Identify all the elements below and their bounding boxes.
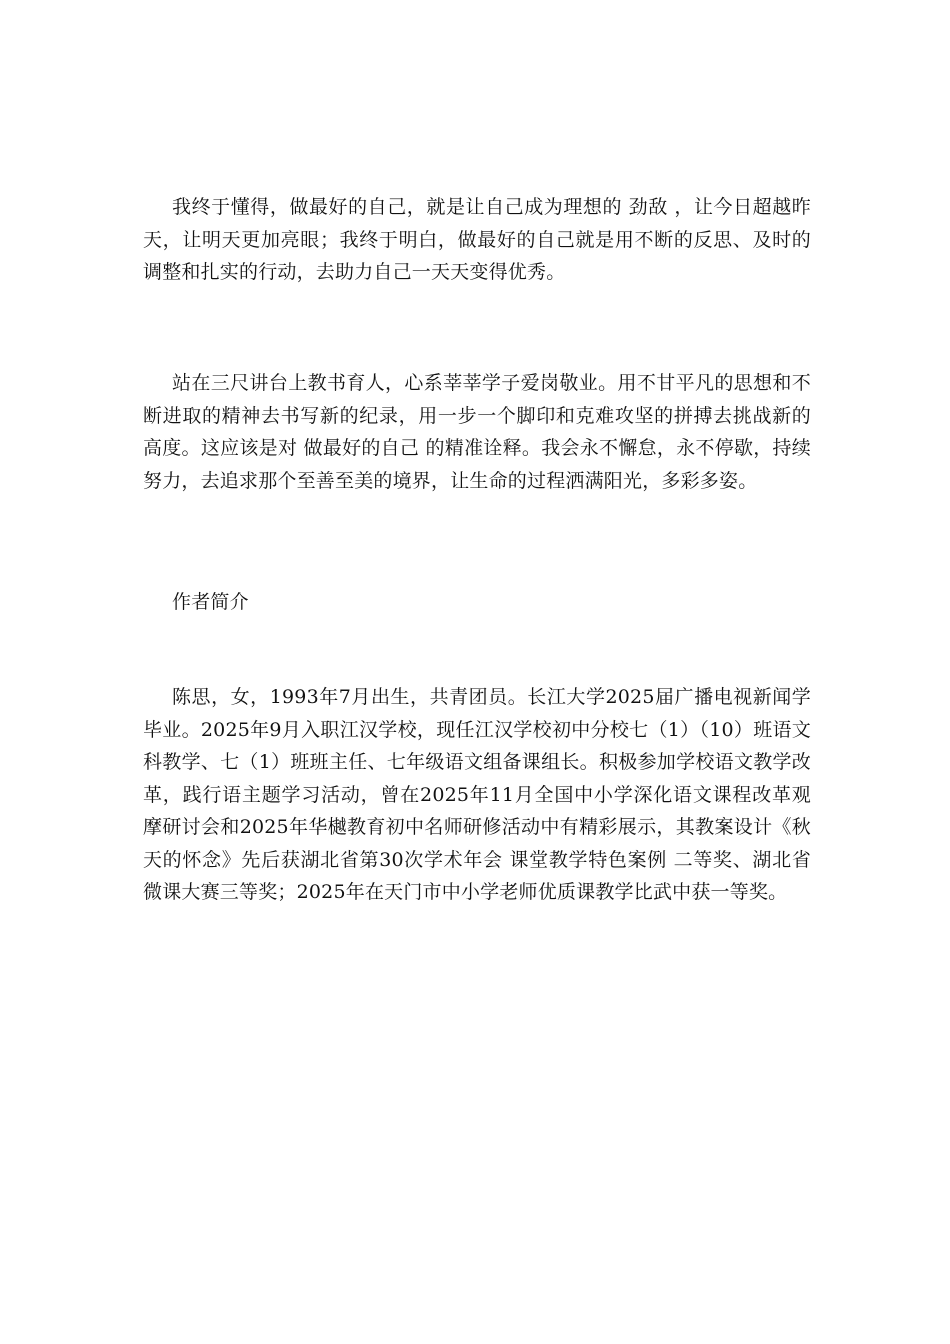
paragraph-reflection: 我终于懂得，做最好的自己，就是让自己成为理想的 劲敌 ，让今日超越昨天，让明天更加亮眼；我终于明白，做最好的自己就是用不断的反思、及时的调整和扎实的行动，去助力自己一天天变得优秀。	[143, 196, 811, 283]
paragraph-author-bio: 陈思，女，1993年7月出生，共青团员。长江大学2025届广播电视新闻学毕业。2025年9月入职江汉学校，现任江汉学校初中分校七（1）（10）班语文科教学、七（1）班班主任、七年级语文组备课组长。积极参加学校语文教学改革，践行语主题学习活动，曾在2025年11月全国中小学深化语文课程改革观摩研讨会和2025年华樾教育初中名师研修活动中有精彩展示，其教案设计《秋天的怀念》先后获湖北省第30次学术年会 课堂教学特色案例 二等奖、湖北省微课大赛三等奖；2025年在天门市中小学老师优质课教学比武中获一等奖。	[143, 686, 811, 903]
section-heading-author-bio: 作者简介	[172, 591, 249, 613]
paragraph-teaching: 站在三尺讲台上教书育人，心系莘莘学子爱岗敬业。用不甘平凡的思想和不断进取的精神去书写新的纪录，用一步一个脚印和克难攻坚的拼搏去挑战新的高度。这应该是对 做最好的自己 的精准诠释。我会永不懈怠，永不停歇，持续努力，去追求那个至善至美的境界，让生命的过程洒满阳光，多彩多姿。	[143, 372, 811, 492]
